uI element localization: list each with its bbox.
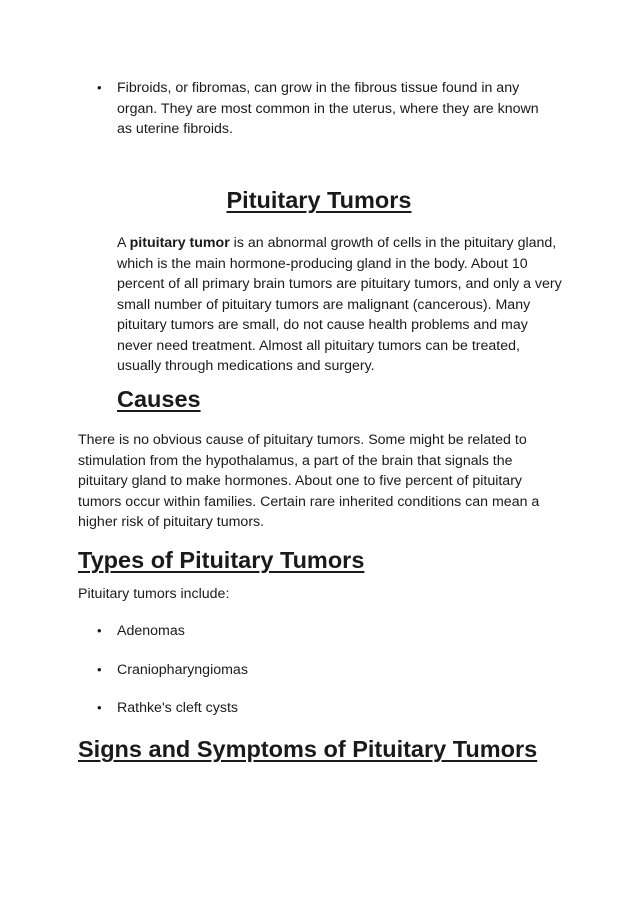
list-item [97,78,557,140]
types-bullet-list [97,621,248,737]
list-item [97,698,248,719]
intro-bullet-list [97,78,557,140]
pituitary-intro-paragraph [117,233,563,377]
types-heading-text: Types of Pituitary Tumors [78,547,365,573]
causes-paragraph: There is no obvious cause of pituitary tumors. Some might be related to stimulation from the hypothalamus, a part of the brain that signals the pituitary gland to make hormones. About one to five percent of pituitary tumors occur within families. Certain rare inherited conditions can mean a higher risk of pituitary tumors. [78,432,540,530]
signs-heading-text: Signs and Symptoms of Pituitary Tumors [78,736,538,762]
pituitary-heading: Pituitary Tumors [226,187,412,213]
signs-heading [78,736,537,763]
list-item [97,621,248,642]
bullet-icon: • [97,80,102,95]
intro-para-bold-term: pituitary tumor [129,235,230,251]
intro-para-prefix: A [117,235,130,251]
causes-heading-text: Causes [117,386,201,412]
bullet-icon: • [97,623,102,638]
bullet-icon: • [97,700,102,715]
types-intro-text: Pituitary tumors include: [78,586,230,602]
type-item-label: Craniopharyngiomas [117,661,248,678]
causes-heading [117,386,201,413]
page-title [0,187,638,214]
bullet-icon: • [97,661,102,677]
intro-para-rest: is an abnormal growth of cells in the pituitary gland, which is the main hormone-producing gland in the body. About 10 percent of all primary brain tumors are pituitary tumors, and only a very small number of pituitary tumors are malignant (cancerous). Many pituitary tumors are small, do not cause health problems and may never need treatment. Almost all pituitary tumors can be treated, usually through medications and surgery. [117,235,562,374]
type-item-label: Adenomas [117,623,185,639]
type-item-label: Rathke's cleft cysts [117,700,238,716]
list-item [97,660,248,681]
types-heading [78,547,364,574]
intro-bullet-text: Fibroids, or fibromas, can grow in the fibrous tissue found in any organ. They are most common in the uterus, where they are known as uterine fibroids. [117,80,539,137]
